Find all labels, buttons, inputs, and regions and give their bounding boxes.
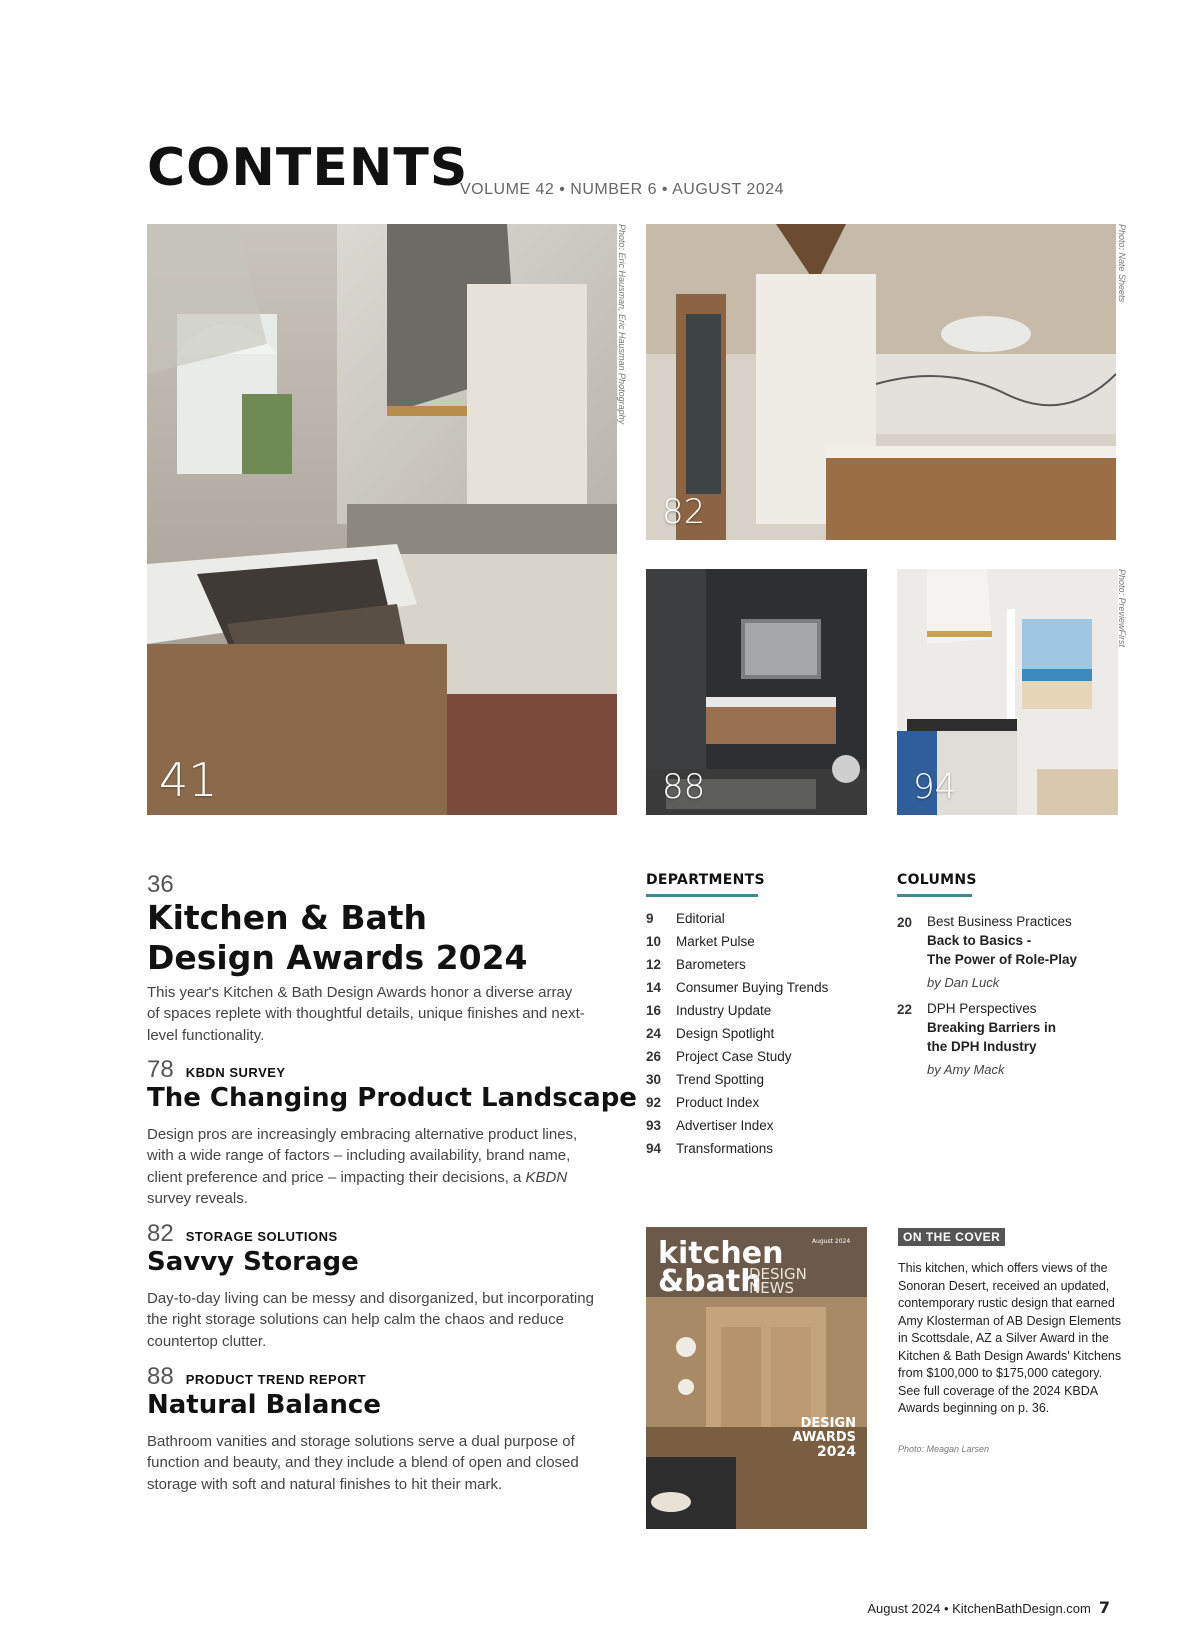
photo-page-number: 94 — [913, 767, 957, 807]
department-label: Consumer Buying Trends — [676, 980, 829, 995]
column-title-line1: Breaking Barriers in — [927, 1019, 1057, 1035]
feature-description-text: survey reveals. — [147, 1189, 248, 1207]
cover-award-line1: DESIGN — [800, 1416, 856, 1431]
cover-photo — [646, 1227, 867, 1529]
department-page: 9 — [646, 911, 654, 926]
department-label: Market Pulse — [676, 934, 755, 949]
department-item[interactable] — [646, 934, 755, 949]
cover-masthead-sub1: DESIGN — [749, 1265, 807, 1283]
cover-award-line2: AWARDS — [792, 1430, 856, 1445]
column-title-line2: The Power of Role-Play — [927, 951, 1078, 967]
department-label: Product Index — [676, 1095, 760, 1110]
column-page: 22 — [897, 1002, 913, 1017]
columns-heading: COLUMNS — [897, 872, 977, 888]
department-page: 93 — [646, 1118, 662, 1133]
cover-issue-date: August 2024 — [812, 1238, 851, 1245]
feature-title[interactable]: Savvy Storage — [147, 1247, 359, 1277]
feature-title[interactable]: The Changing Product Landscape — [147, 1083, 637, 1113]
department-page: 12 — [646, 957, 662, 972]
section-rule — [646, 894, 758, 897]
feature-photo-88[interactable] — [646, 569, 867, 815]
magazine-cover[interactable] — [646, 1227, 867, 1529]
department-page: 14 — [646, 980, 662, 995]
kitchen-photo — [147, 224, 617, 815]
feature-description: Day-to-day living can be messy and disorganized, but incorporating the right storage solutions can help calm the chaos and reduce countertop clutter. — [147, 1290, 594, 1350]
department-page: 16 — [646, 1003, 662, 1018]
feature-description — [147, 1124, 587, 1209]
feature-photo-94[interactable] — [897, 569, 1118, 815]
cover-masthead-line2: &bath — [658, 1264, 762, 1299]
feature-kicker: PRODUCT TREND REPORT — [185, 1372, 367, 1387]
column-item[interactable] — [927, 1000, 1056, 1057]
feature-page-number: 78 — [147, 1056, 174, 1083]
feature-photo-82[interactable] — [646, 224, 1116, 540]
column-section: DPH Perspectives — [927, 1001, 1037, 1016]
department-item[interactable] — [646, 1072, 764, 1087]
feature-description: Bathroom vanities and storage solutions serve a dual purpose of function and beauty, and they include a blend of open and closed storage with soft and natural finishes to hit their mark. — [147, 1433, 579, 1493]
cover-description: This kitchen, which offers views of the Sonoran Desert, received an updated, contemporary rustic design that earned Amy Klosterman of AB Design Elements in Scottsdale, AZ a Silver Award in the Kitchen & Bath Design Awards' Kitchens from $100,000 to $175,000 category. See full coverage of the 2024 KBDA Awards beginning on p. 36. — [898, 1261, 1122, 1415]
feature-82[interactable] — [147, 1222, 338, 1246]
column-page: 20 — [897, 915, 913, 930]
department-item[interactable] — [646, 911, 725, 926]
feature-page-number: 88 — [147, 1363, 174, 1390]
page-number: 7 — [1098, 1598, 1110, 1617]
section-rule — [897, 894, 972, 897]
kitchen-photo — [646, 224, 1116, 540]
feature-title[interactable] — [147, 898, 528, 977]
photo-credit: Photo: Eric Hausman, Eric Hausman Photography — [617, 224, 627, 425]
feature-kicker: STORAGE SOLUTIONS — [185, 1229, 338, 1244]
issue-info: VOLUME 42 • NUMBER 6 • AUGUST 2024 — [460, 181, 785, 198]
cover-masthead-line1: kitchen — [658, 1236, 784, 1271]
photo-credit: Photo: PreviewFirst — [1117, 569, 1127, 648]
department-page: 30 — [646, 1072, 662, 1087]
column-item[interactable] — [927, 913, 1077, 970]
feature-88[interactable] — [147, 1365, 366, 1389]
cover-photo-credit: Photo: Meagan Larsen — [898, 1444, 990, 1454]
department-item[interactable] — [646, 1026, 774, 1041]
photo-page-number: 41 — [159, 753, 218, 807]
feature-page-number: 36 — [147, 871, 174, 898]
feature-kicker: KBDN SURVEY — [185, 1065, 286, 1080]
column-title-line2: the DPH Industry — [927, 1038, 1037, 1054]
department-label: Design Spotlight — [676, 1026, 775, 1041]
feature-description: This year's Kitchen & Bath Design Awards honor a diverse array of spaces replete with thoughtful details, unique finishes and next-level functionality. — [147, 984, 585, 1044]
feature-photo-41[interactable] — [147, 224, 617, 815]
department-item[interactable] — [646, 957, 746, 972]
feature-title-line2: Design Awards 2024 — [147, 937, 528, 977]
department-item[interactable] — [646, 1049, 792, 1064]
feature-title-line1: Kitchen & Bath — [147, 898, 428, 937]
feature-title[interactable]: Natural Balance — [147, 1390, 381, 1420]
column-byline: by Dan Luck — [927, 975, 1000, 990]
feature-description-text: Design pros are increasingly embracing alternative product lines, with a wide range of factors – including availability, brand name, client preference and price – impacting their decisions, a — [147, 1126, 578, 1186]
department-page: 24 — [646, 1026, 662, 1041]
on-the-cover-badge: ON THE COVER — [898, 1228, 1005, 1246]
department-item[interactable] — [646, 980, 828, 995]
page-title: CONTENTS — [147, 138, 469, 198]
column-section: Best Business Practices — [927, 914, 1072, 929]
feature-78[interactable] — [147, 1058, 286, 1082]
page-footer — [867, 1598, 1110, 1617]
column-byline: by Amy Mack — [927, 1062, 1005, 1077]
feature-page-number: 82 — [147, 1220, 174, 1247]
department-page: 92 — [646, 1095, 662, 1110]
department-label: Barometers — [676, 957, 746, 972]
department-label: Transformations — [676, 1141, 774, 1156]
photo-page-number: 88 — [662, 767, 706, 807]
photo-page-number: 82 — [662, 492, 706, 532]
department-item[interactable] — [646, 1118, 774, 1133]
department-label: Project Case Study — [676, 1049, 792, 1064]
department-label: Industry Update — [676, 1003, 772, 1018]
department-page: 94 — [646, 1141, 662, 1156]
department-label: Trend Spotting — [676, 1072, 765, 1087]
footer-text: August 2024 • KitchenBathDesign.com — [867, 1601, 1091, 1616]
departments-heading: DEPARTMENTS — [646, 872, 765, 888]
department-item[interactable] — [646, 1141, 773, 1156]
department-item[interactable] — [646, 1095, 759, 1110]
publication-name: KBDN — [525, 1168, 568, 1186]
department-page: 10 — [646, 934, 662, 949]
department-label: Advertiser Index — [676, 1118, 774, 1133]
feature-36[interactable] — [147, 873, 174, 897]
column-title-line1: Back to Basics - — [927, 932, 1032, 948]
department-page: 26 — [646, 1049, 662, 1064]
cover-masthead-sub2: NEWS — [749, 1279, 795, 1297]
cover-award-line3: 2024 — [817, 1444, 856, 1460]
photo-credit: Photo: Nate Sheets — [1117, 224, 1127, 303]
department-item[interactable] — [646, 1003, 771, 1018]
department-label: Editorial — [676, 911, 725, 926]
